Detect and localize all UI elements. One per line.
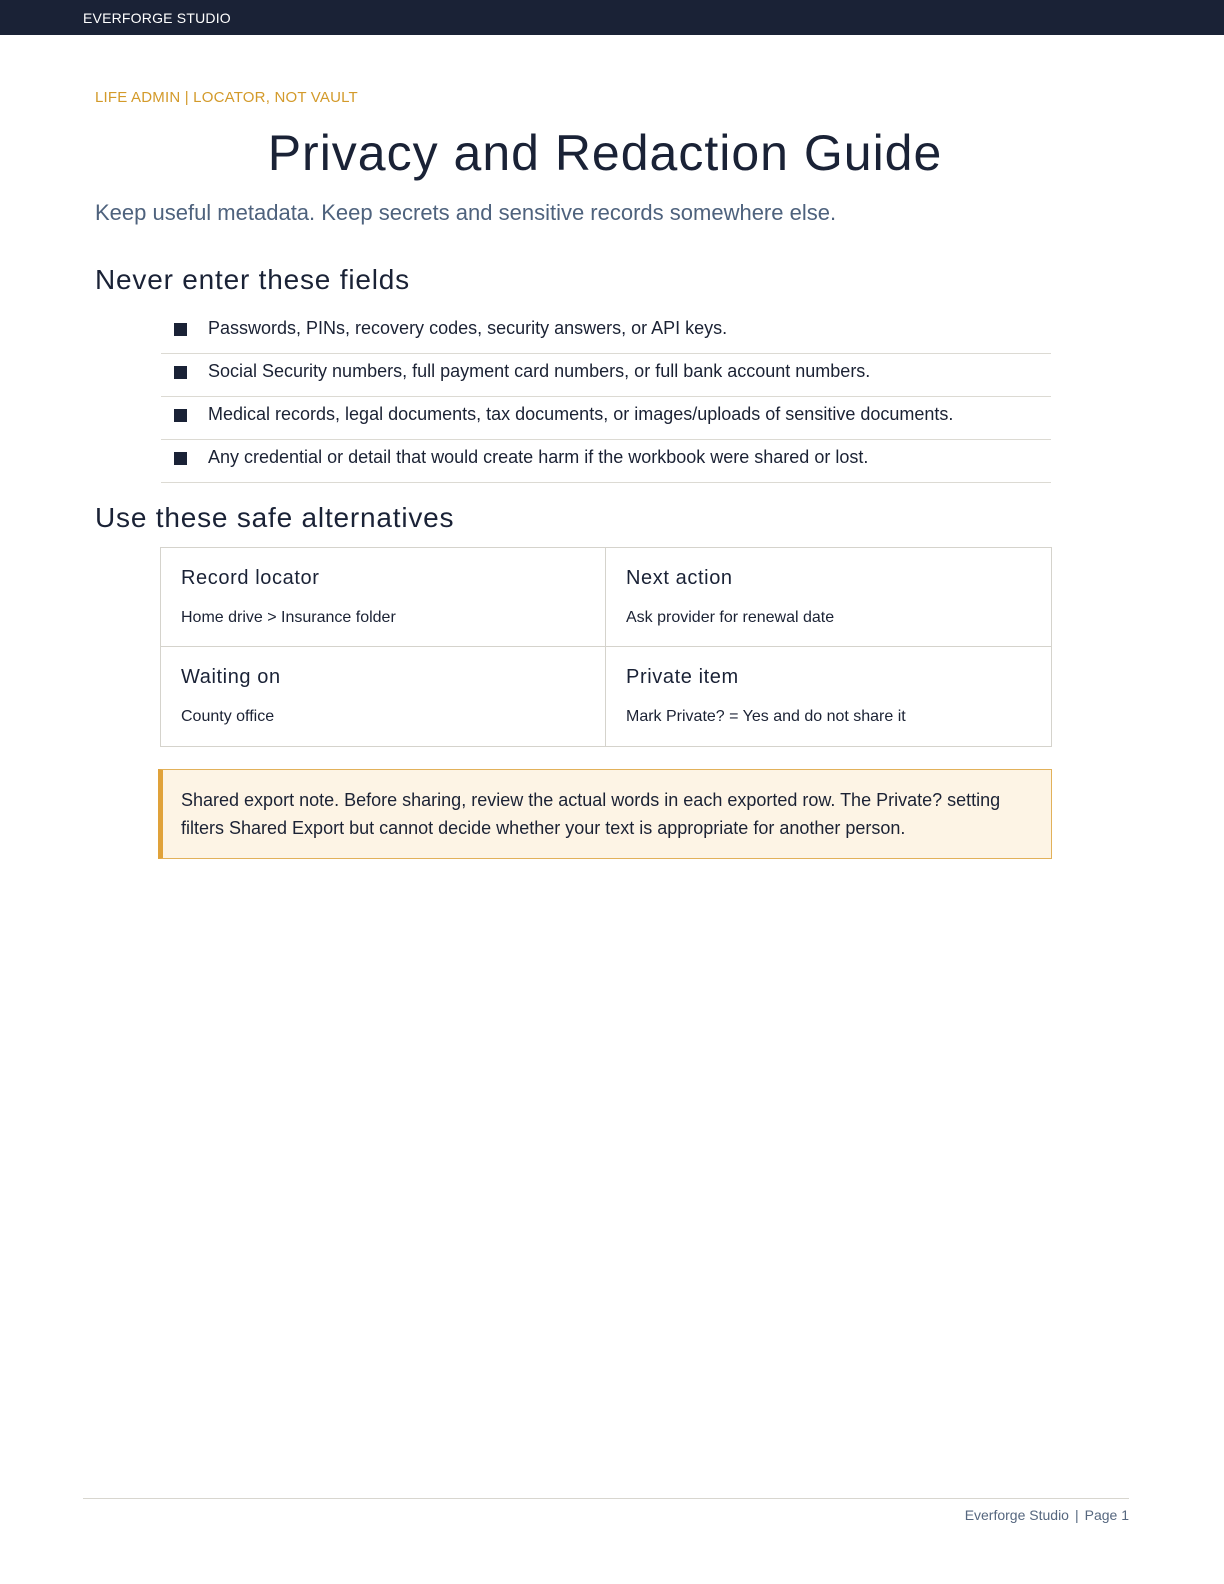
safe-alternatives-heading: Use these safe alternatives: [95, 502, 455, 533]
card-value: County office: [181, 708, 275, 725]
footer-separator: |: [1074, 1507, 1079, 1523]
card-label: Private item: [626, 666, 739, 688]
page-subtitle: Keep useful metadata. Keep secrets and sensitive records somewhere else.: [95, 200, 837, 225]
list-item: [161, 311, 1051, 354]
list-item-text: Social Security numbers, full payment card numbers, or full bank account numbers.: [208, 361, 871, 381]
list-item-text: Passwords, PINs, recovery codes, security answers, or API keys.: [208, 318, 728, 338]
footer-divider: [83, 1498, 1129, 1499]
list-item: [161, 397, 1051, 440]
note-text: Before sharing, review the actual words in each exported row. The Private? setting filters Shared Export but cannot decide whether your text is appropriate for another person.: [181, 790, 1001, 838]
page-title: Privacy and Redaction Guide: [267, 125, 943, 181]
page-number: Page 1: [1084, 1507, 1129, 1523]
list-item: [161, 354, 1051, 397]
card-value: Mark Private? = Yes and do not share it: [626, 708, 906, 725]
page-footer: [965, 1507, 1129, 1523]
square-bullet-icon: [174, 452, 187, 465]
card-label: Next action: [626, 567, 733, 589]
square-bullet-icon: [174, 366, 187, 379]
note-lead: Shared export note.: [181, 790, 340, 810]
card-value: Ask provider for renewal date: [626, 609, 835, 626]
square-bullet-icon: [174, 323, 187, 336]
never-enter-list: [161, 311, 1051, 483]
alternative-card-record-locator: [161, 548, 606, 647]
never-enter-heading: Never enter these fields: [95, 264, 410, 295]
eyebrow-label: LIFE ADMIN | LOCATOR, NOT VAULT: [95, 89, 358, 106]
brand-name: EVERFORGE STUDIO: [83, 10, 231, 26]
card-value: Home drive > Insurance folder: [181, 609, 396, 626]
list-item-text: Any credential or detail that would create harm if the workbook were shared or lost.: [208, 447, 869, 467]
list-item-text: Medical records, legal documents, tax documents, or images/uploads of sensitive documents.: [208, 404, 954, 424]
footer-studio: Everforge Studio: [964, 1507, 1069, 1523]
safe-alternatives-grid: [160, 547, 1052, 747]
top-bar: [0, 0, 1224, 35]
alternative-card-private-item: [606, 647, 1051, 746]
alternative-card-next-action: [606, 548, 1051, 647]
shared-export-note: [158, 769, 1052, 859]
square-bullet-icon: [174, 409, 187, 422]
card-label: Waiting on: [181, 666, 281, 688]
alternative-card-waiting-on: [161, 647, 606, 746]
list-item: [161, 440, 1051, 483]
card-label: Record locator: [181, 567, 320, 589]
